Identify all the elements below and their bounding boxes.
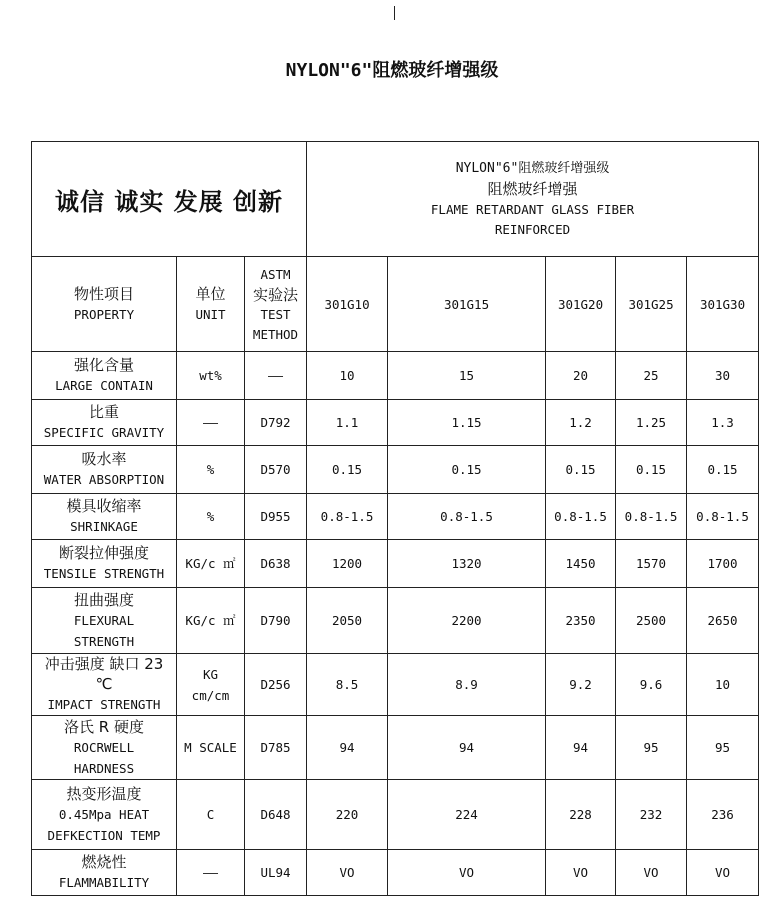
value-cell: 228 [546,780,616,850]
value-cell: 94 [388,716,546,780]
property-cell [32,588,177,654]
test-method-cell: D648 [245,780,307,850]
value-cell: 0.8-1.5 [616,494,687,540]
property-name-zh: 吸水率 [81,450,127,468]
value-cell: 8.5 [307,654,388,716]
value-cell: 10 [687,654,759,716]
grade-header: 301G20 [546,257,616,352]
property-cell [32,494,177,540]
value-cell: VO [687,850,759,896]
grade-header: 301G25 [616,257,687,352]
unit-value: cm/cm [191,687,230,703]
spec-table [31,141,759,896]
value-cell: 2500 [616,588,687,654]
unit-cell [177,446,245,494]
value-cell: 1200 [307,540,388,588]
property-cell [32,540,177,588]
unit-value: % [206,462,215,477]
property-cell [32,400,177,446]
value-cell: 25 [616,352,687,400]
grade-header: 301G10 [307,257,388,352]
test-method-cell: D785 [245,716,307,780]
slogan: 诚信 诚实 发展 创新 [54,187,284,216]
value-cell: 95 [687,716,759,780]
value-cell: 1450 [546,540,616,588]
test-method-cell: D638 [245,540,307,588]
grade-header: 301G15 [388,257,546,352]
property-name-zh: 强化含量 [73,356,134,374]
unit-cell [177,352,245,400]
value-cell: VO [388,850,546,896]
property-cell [32,654,177,716]
property-name-en: IMPACT STRENGTH [47,697,161,712]
property-name-zh: 燃烧性 [81,853,127,871]
value-cell: 0.8-1.5 [546,494,616,540]
property-name-en: ROCRWELL [73,739,135,755]
value-cell: VO [307,850,388,896]
value-cell: 95 [616,716,687,780]
test-method-cell: D570 [245,446,307,494]
unit-value: —— [202,415,219,430]
property-name-en: SPECIFIC GRAVITY [43,425,165,440]
test-method-cell: D256 [245,654,307,716]
test-method-cell: D790 [245,588,307,654]
value-cell: 220 [307,780,388,850]
value-cell: 232 [616,780,687,850]
property-name-en: FLAMMABILITY [58,875,150,890]
value-cell: 236 [687,780,759,850]
property-name-zh: 比重 [88,403,119,421]
property-cell [32,716,177,780]
table-row [32,850,759,896]
unit-cell [177,654,245,716]
value-cell: 15 [388,352,546,400]
value-cell: 0.15 [546,446,616,494]
table-row [32,540,759,588]
method-header-astm: ASTM [260,266,291,282]
unit-value: C [206,807,215,822]
property-name-en: 0.45Mpa HEAT [58,806,150,822]
value-cell: 1.1 [307,400,388,446]
header-line4: REINFORCED [494,221,571,237]
unit-cell [177,716,245,780]
property-header-zh: 物性项目 [73,284,134,303]
value-cell: 0.15 [616,446,687,494]
value-cell: 0.8-1.5 [307,494,388,540]
method-header-method: METHOD [252,326,299,342]
text-cursor [394,6,395,20]
table-row [32,352,759,400]
table-row [32,400,759,446]
value-cell: 9.6 [616,654,687,716]
value-cell: 94 [546,716,616,780]
property-name-en: TENSILE STRENGTH [43,566,165,581]
unit-cell [177,400,245,446]
property-cell [32,352,177,400]
property-name-en: WATER ABSORPTION [43,472,165,487]
column-header-row [32,257,759,352]
value-cell: 0.15 [687,446,759,494]
property-name-zh: 扭曲强度 [73,590,134,609]
value-cell: 1.15 [388,400,546,446]
method-header [245,257,307,352]
value-cell: 2350 [546,588,616,654]
test-method-cell: D792 [245,400,307,446]
test-method-cell: —— [245,352,307,400]
unit-value: % [206,509,215,524]
unit-cell [177,540,245,588]
value-cell: 2650 [687,588,759,654]
unit-cell [177,494,245,540]
unit-value: KG [202,666,219,682]
table-row [32,494,759,540]
property-name-en: STRENGTH [73,633,135,649]
header-line2: 阻燃玻纤增强 [487,179,578,198]
table-row [32,588,759,654]
value-cell: 8.9 [388,654,546,716]
property-name-zh: 断裂拉伸强度 [58,544,149,562]
value-cell: 9.2 [546,654,616,716]
value-cell: 1.2 [546,400,616,446]
value-cell: 0.15 [307,446,388,494]
property-name-zh: 洛氏 R 硬度 [64,717,144,736]
unit-value: wt% [199,368,222,383]
unit-header-zh: 单位 [195,284,226,303]
property-header-en: PROPERTY [73,306,135,322]
unit-cell [177,850,245,896]
value-cell: 0.8-1.5 [687,494,759,540]
table-row [32,716,759,780]
method-header-zh: 实验法 [253,285,299,304]
value-cell: 10 [307,352,388,400]
method-header-test: TEST [260,306,291,322]
header-line1: NYLON"6"阻燃玻纤增强级 [455,160,610,176]
unit-value: KG/c ㎡ [185,613,236,628]
table-row [32,654,759,716]
value-cell: 1570 [616,540,687,588]
property-name-en: FLEXURAL [73,612,135,628]
unit-value: —— [202,865,219,880]
unit-cell [177,588,245,654]
header-line3: FLAME RETARDANT GLASS FIBER [430,201,635,217]
property-name-zh: 冲击强度 缺口 23 ℃ [44,655,164,693]
property-name-en: HARDNESS [73,760,135,776]
property-name-en: LARGE CONTAIN [55,378,153,393]
unit-value: M SCALE [184,740,237,755]
unit-header-en: UNIT [195,306,226,322]
value-cell: 1.25 [616,400,687,446]
value-cell: 0.15 [388,446,546,494]
property-cell [32,850,177,896]
slogan-cell [32,142,307,257]
property-name-zh: 热变形温度 [66,784,142,803]
document-title: NYLON"6"阻燃玻纤增强级 [285,60,499,81]
value-cell: 0.8-1.5 [388,494,546,540]
property-cell [32,780,177,850]
table-row [32,780,759,850]
value-cell: 20 [546,352,616,400]
product-header-cell [307,142,759,257]
property-name-en: SHRINKAGE [70,519,138,534]
value-cell: 1320 [388,540,546,588]
value-cell: 94 [307,716,388,780]
property-name-zh: 模具收缩率 [66,497,142,515]
unit-value: KG/c ㎡ [185,556,236,571]
unit-header [177,257,245,352]
table-row [32,446,759,494]
value-cell: 30 [687,352,759,400]
value-cell: 1.3 [687,400,759,446]
property-name-en: DEFKECTION TEMP [47,827,161,843]
test-method-cell: D955 [245,494,307,540]
value-cell: 2050 [307,588,388,654]
value-cell: VO [546,850,616,896]
banner-row [32,142,759,257]
grade-header: 301G30 [687,257,759,352]
property-header [32,257,177,352]
property-cell [32,446,177,494]
test-method-cell: UL94 [245,850,307,896]
value-cell: VO [616,850,687,896]
value-cell: 1700 [687,540,759,588]
value-cell: 224 [388,780,546,850]
value-cell: 2200 [388,588,546,654]
unit-cell [177,780,245,850]
